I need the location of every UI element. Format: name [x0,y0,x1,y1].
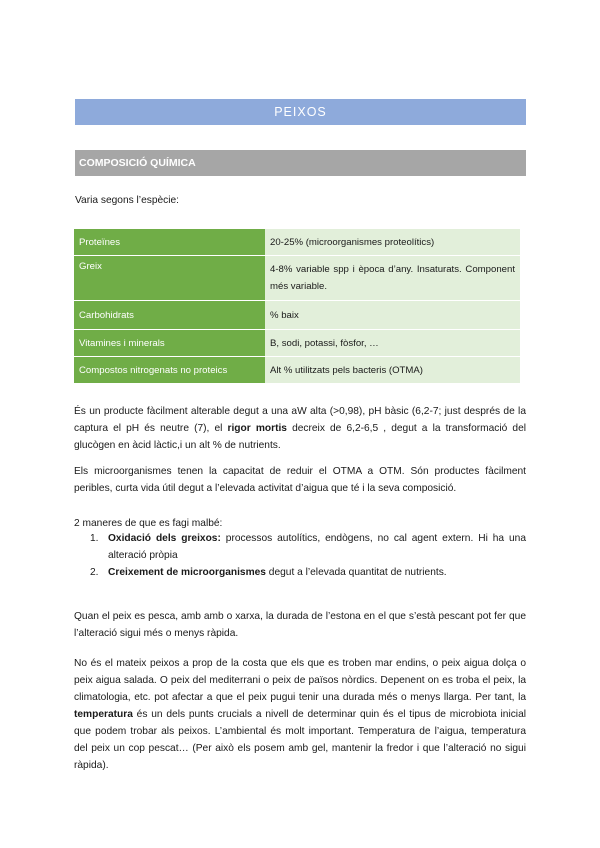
paragraph-text: és un dels punts crucials a nivell de determinar quin és el tipus de microbiota inicial que podem trobar als peixos. L’ambiental és molt important. Temperatura de l’aigua, temperatura del peix un cop pescat… (Per això els posem amb gel, mantenir la fredor i que l’alteració no sigui ràpida). [74,709,526,771]
table-row [74,256,520,300]
table-key: Vitamines i minerals [74,330,265,356]
paragraph-alterability [74,403,526,454]
section-heading: COMPOSICIÓ QUÍMICA [75,150,526,176]
table-row [74,229,520,255]
paragraph-microorganisms: Els microorganismes tenen la capacitat de reduir el OTMA a OTM. Són productes fàcilment peribles, curta vida útil degut a l’elevada activitat d’aigua que té i la seva composició. [74,466,526,494]
bold-term: temperatura [74,709,133,720]
table-key: Carbohidrats [74,301,265,329]
paragraph-fishing: Quan el peix es pesca, amb amb o xarxa, la durada de l’estona en el que s’està pescant pot fer que l’alteració sigui més o menys ràpida. [74,611,526,639]
list-item-title: Creixement de microorganismes [108,567,266,578]
table-value: % baix [265,301,520,329]
spoilage-list [74,530,526,581]
paragraph-text: No és el mateix peixos a prop de la costa que els que es troben mar endins, o peix aigua dolça o peix aigua salada. O peix del mediterrani o peix de països nòrdics. Depenent on es troba el peix, la climatologia, etc. pot afectar a que el peix pugui tenir una durada més o menys llarga. Per tant, la [74,658,526,703]
list-item-text: degut a l’elevada quantitat de nutrients. [265,567,447,578]
list-intro: 2 maneres de que es fagi malbé: [74,518,223,529]
bold-term: rigor mortis [227,423,287,434]
composition-table [74,228,520,384]
list-item-text: processos autolítics, endògens, no cal agent extern. Hi ha una alteració pròpia [108,533,526,561]
table-key: Proteïnes [74,229,265,255]
table-key: Greix [74,256,265,300]
table-value: B, sodi, potassi, fòsfor, … [265,330,520,356]
list-item [74,564,526,581]
table-value: 4-8% variable spp i època d’any. Insaturats. Component més variable. [265,256,520,300]
paragraph-text: És un producte fàcilment alterable degut a una aW alta (>0,98), pH bàsic (6,2-7; just després de la captura el pH és neutre (7), el [74,406,526,434]
list-number: 2. [90,567,99,578]
list-number: 1. [90,533,99,544]
table-row [74,301,520,329]
table-row [74,330,520,356]
table-row [74,357,520,383]
table-value: 20-25% (microorganismes proteolítics) [265,229,520,255]
list-item [74,530,526,564]
paragraph-text: decreix de 6,2-6,5 , degut a la transformació del glucògen en àcid làctic,i un alt % de nutrients. [74,423,527,451]
page-title: PEIXOS [75,99,526,125]
paragraph-temperature [74,655,526,774]
intro-text: Varia segons l’espècie: [75,195,180,206]
list-item-title: Oxidació dels greixos: [108,533,221,544]
table-value: Alt % utilitzats pels bacteris (OTMA) [265,357,520,383]
table-key: Compostos nitrogenats no proteics [74,357,265,383]
